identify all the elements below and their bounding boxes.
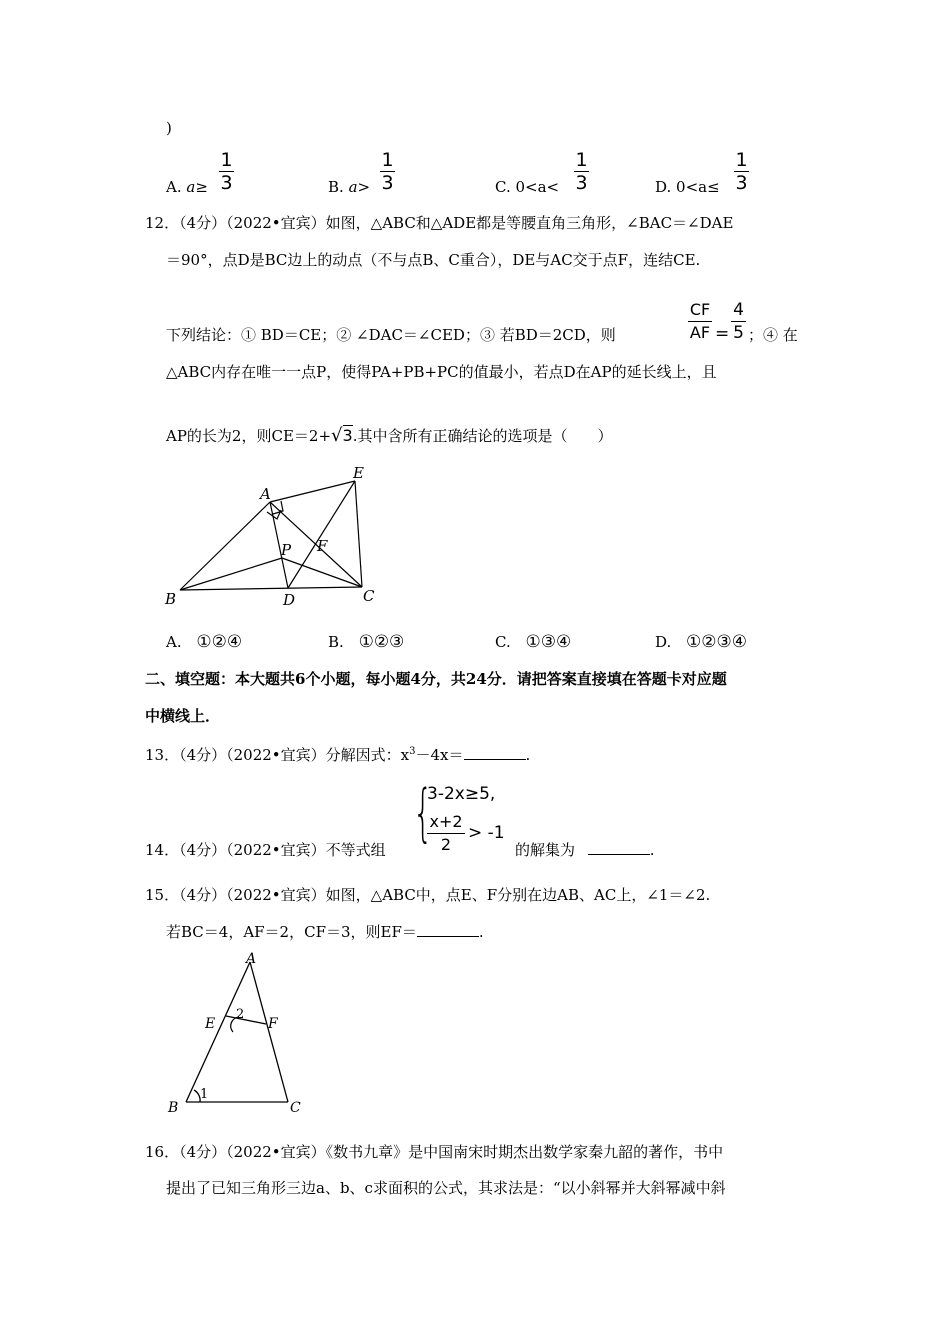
q13-end: . [525,746,531,764]
option-text: 0<a≤ [676,178,720,196]
label-b: B [165,590,177,608]
q12-line-5 [166,426,612,446]
q14-inequality-1: 3-2x≥5, [427,784,496,804]
segment-ab [180,502,270,590]
q11-option-d-fraction: 1 3 [735,149,748,194]
option-text: ①③④ [525,632,572,652]
option-text: ①②③④ [686,632,748,652]
option-text: ①②④ [196,632,243,652]
segment-ac [250,962,288,1102]
q11-option-b[interactable] [328,177,370,197]
q13-line [145,742,530,765]
q11-option-a[interactable] [166,177,208,197]
q12-fraction-equals: = [715,324,730,344]
label-angle-2: 2 [236,1007,245,1022]
label-b: B [168,1100,179,1116]
q15-figure [160,950,310,1120]
segment-pc [282,558,362,587]
q12-line-5a: AP的长为2，则CE＝2+ [166,427,332,445]
q14-text-a: 14．（4分）（2022•宜宾）不等式组 [145,841,386,859]
q11-option-b-fraction: 1 3 [381,149,394,194]
q11-option-c[interactable] [495,177,559,197]
segment-bc [180,587,362,590]
segment-ce [355,481,362,587]
label-p: P [281,541,292,559]
label-a: A [246,951,257,967]
q13-exponent: 3 [409,746,416,757]
label-e: E [353,464,364,482]
label-c: C [363,587,375,605]
option-label: A. [166,633,182,651]
sqrt-sign: √ [331,425,343,446]
option-text: a> [348,178,371,196]
q14-brace: { [413,776,433,849]
q14-text-b: 的解集为 [515,841,576,859]
q12-line-5b: .其中含所有正确结论的选项是（ ） [352,427,613,445]
q12-line-4: △ABC内存在唯一一点P，使得PA+PB+PC的值最小，若点D在AP的延长线上，且 [166,363,717,381]
q14-line-end [515,840,655,860]
q16-line-1: 16．（4分）（2022•宜宾）《数书九章》是中国南宋时期杰出数学家秦九韶的著作，书中 [145,1143,724,1161]
q12-option-b[interactable] [328,632,404,652]
q12-line-3a: 下列结论：① BD＝CE；② ∠DAC＝∠CED；③ 若BD＝2CD，则 [166,326,616,344]
option-text: ①②③ [358,632,405,652]
segment-pb [180,558,282,590]
q12-fraction-cf-af: CF AF [689,300,711,342]
sqrt-radicand: 3 [342,426,353,445]
q14-inequality-2-rest: > -1 [468,823,505,843]
label-a: A [260,485,271,503]
q12-line-1: 12．（4分）（2022•宜宾）如图，△ABC和△ADE都是等腰直角三角形，∠BAC＝∠DAE [145,214,734,232]
q11-tail: ) [166,119,172,137]
segment-ef [226,1016,266,1024]
q12-line-2: ＝90°，点D是BC边上的动点（不与点B、C重合），DE与AC交于点F，连结CE. [166,251,701,269]
q13-text-b: －4x＝ [415,746,464,764]
option-label: B. [328,633,344,651]
segment-ab [186,962,250,1102]
q14-end: . [649,841,655,859]
segment-ae [270,481,355,502]
option-label: D. [655,633,672,651]
option-label: D. [655,178,672,196]
section-2-heading-line-1: 二、填空题：本大题共6个小题，每小题4分，共24分．请把答案直接填在答题卡对应题 [145,670,727,688]
option-label: B. [328,178,344,196]
label-c: C [290,1100,301,1116]
q12-option-a[interactable] [166,632,242,652]
q14-answer-blank[interactable] [588,840,650,855]
option-text: 0<a< [515,178,560,196]
q12-line-3b: ；④ 在 [748,326,798,344]
q11-option-d[interactable] [655,177,720,197]
q15-line-2 [166,922,484,942]
section-2-heading-line-2: 中横线上． [145,707,221,725]
q15-line-1: 15．（4分）（2022•宜宾）如图，△ABC中，点E、F分别在边AB、AC上，∠1＝∠2. [145,886,711,904]
q13-text-a: 13．（4分）（2022•宜宾）分解因式：x [145,746,410,764]
q12-figure [160,462,380,612]
q15-end: . [478,923,484,941]
q16-line-2: 提出了已知三角形三边a、b、c求面积的公式，其求法是：“以小斜幂并大斜幂减中斜 [166,1179,726,1197]
option-text: a≥ [186,178,208,196]
right-angle-mark-dae [273,501,283,514]
q12-option-c[interactable] [495,632,571,652]
label-f: F [317,537,328,555]
q13-answer-blank[interactable] [464,745,526,760]
option-label: C. [495,633,511,651]
right-angle-mark-bac [267,510,281,519]
label-f: F [268,1016,278,1032]
label-e: E [205,1016,216,1032]
q12-fraction-4-5: 4 5 [731,300,746,343]
option-label: A. [166,178,182,196]
q11-option-c-fraction: 1 3 [575,149,588,194]
q14-inequality-2-fraction: x+2 2 [427,812,465,855]
q15-answer-blank[interactable] [417,922,479,937]
q11-option-a-fraction: 1 3 [220,149,233,194]
option-label: C. [495,178,511,196]
label-angle-1: 1 [200,1087,209,1102]
q12-option-d[interactable] [655,632,747,652]
q15-line-2a: 若BC＝4，AF＝2，CF＝3，则EF＝ [166,923,417,941]
label-d: D [283,591,296,609]
